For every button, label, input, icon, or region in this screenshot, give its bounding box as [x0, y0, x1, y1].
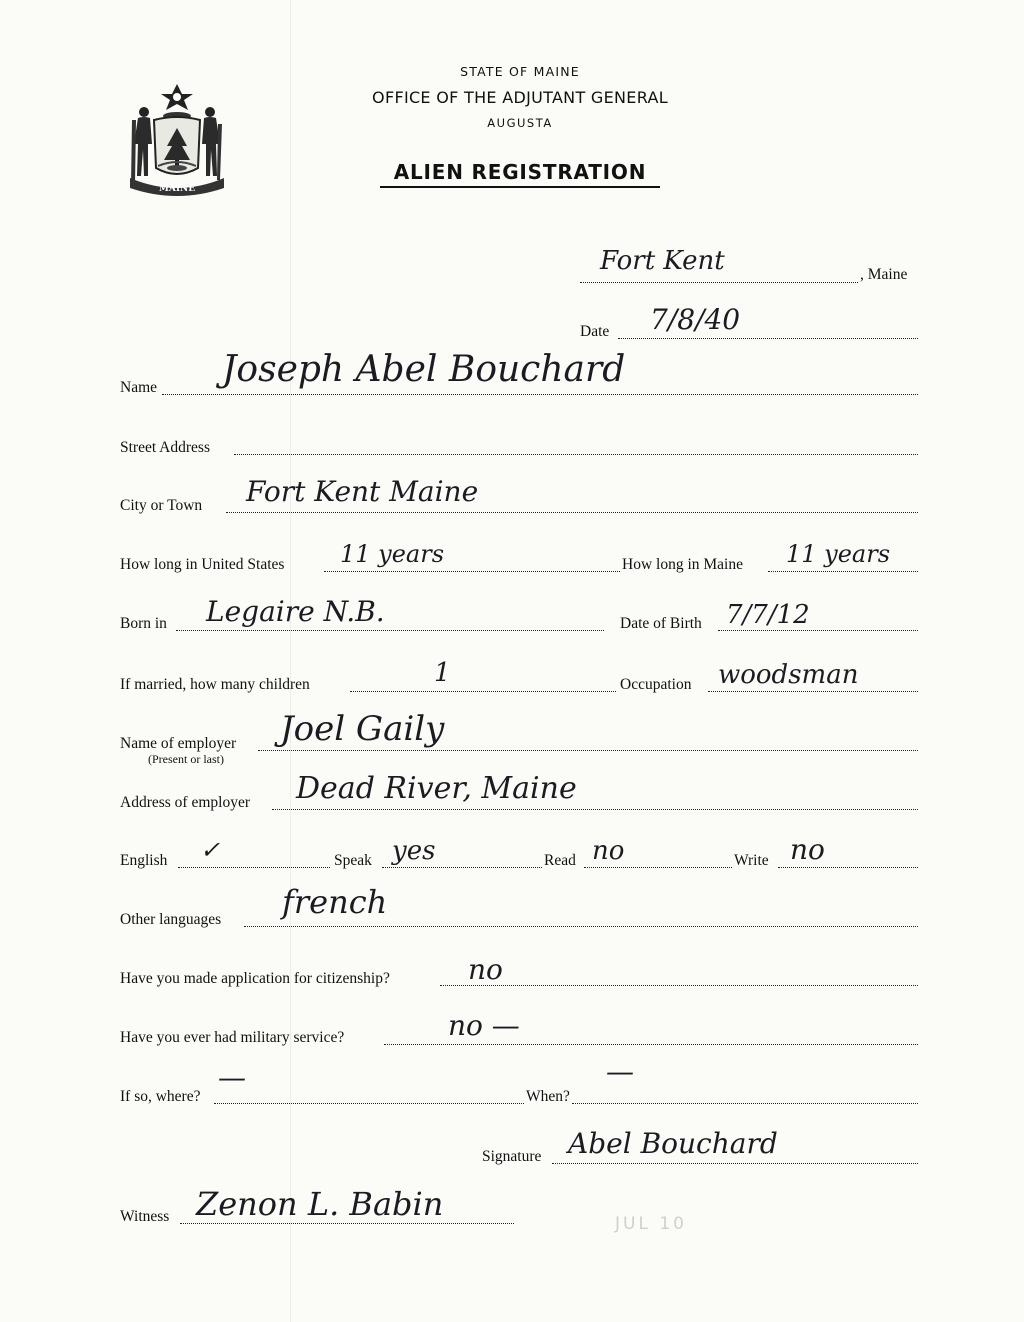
date-label: Date: [580, 323, 610, 340]
children-line: [350, 691, 616, 692]
signature-line: [552, 1163, 918, 1164]
maine-suffix: , Maine: [860, 266, 908, 283]
date-of-birth-label: Date of Birth: [620, 615, 702, 632]
name-value: Joseph Abel Bouchard: [222, 349, 626, 390]
form-title: ALIEN REGISTRATION: [380, 160, 660, 188]
military-value: no —: [448, 1009, 520, 1042]
speak-line: [382, 867, 542, 868]
employer-label: Name of employer: [120, 735, 237, 752]
witness-label: Witness: [120, 1208, 170, 1225]
city-heading: AUGUSTA: [487, 116, 553, 130]
when-line: [572, 1103, 918, 1104]
military-label: Have you ever had military service?: [120, 1029, 345, 1046]
how-long-maine-line: [768, 571, 918, 572]
signature-value: Abel Bouchard: [568, 1127, 778, 1160]
where-label: If so, where?: [120, 1088, 201, 1105]
occupation-label: Occupation: [620, 676, 692, 693]
english-label: English: [120, 852, 168, 869]
employer-address-line: [272, 809, 918, 810]
date-of-birth-value: 7/7/12: [726, 600, 810, 630]
citizenship-label: Have you made application for citizenship?: [120, 970, 390, 987]
employer-line: [258, 750, 918, 751]
children-label: If married, how many children: [120, 676, 310, 693]
date-of-birth-line: [718, 630, 918, 631]
where-value: —: [218, 1061, 246, 1094]
other-languages-label: Other languages: [120, 911, 222, 928]
write-line: [778, 867, 918, 868]
how-long-us-value: 11 years: [340, 540, 445, 568]
citizenship-value: no: [468, 953, 503, 986]
city-line: [226, 512, 918, 513]
city-value: Fort Kent Maine: [246, 475, 479, 508]
seal-motto: MAINE: [158, 184, 196, 194]
citizenship-line: [440, 985, 918, 986]
employer-address-value: Dead River, Maine: [296, 771, 577, 806]
date-line: [618, 338, 918, 339]
received-stamp: JUL 10: [615, 1214, 687, 1234]
how-long-maine-label: How long in Maine: [622, 556, 743, 573]
other-languages-line: [244, 926, 918, 927]
occupation-value: woodsman: [718, 660, 859, 690]
street-address-line: [234, 454, 918, 455]
how-long-maine-value: 11 years: [786, 540, 891, 568]
how-long-us-line: [324, 571, 620, 572]
occupation-line: [708, 691, 918, 692]
born-in-line: [176, 630, 604, 631]
read-line: [584, 867, 732, 868]
name-label: Name: [120, 379, 158, 396]
place-value: Fort Kent: [600, 246, 725, 276]
english-value: ✓: [200, 836, 221, 864]
born-in-value: Legaire N.B.: [206, 595, 385, 628]
name-line: [162, 394, 918, 395]
write-label: Write: [734, 852, 769, 869]
children-value: 1: [434, 658, 451, 688]
fold-crease: [290, 0, 291, 1322]
city-label: City or Town: [120, 497, 203, 514]
date-value: 7/8/40: [650, 303, 741, 336]
signature-label: Signature: [482, 1148, 542, 1165]
born-in-label: Born in: [120, 615, 167, 632]
where-line: [214, 1103, 524, 1104]
street-address-label: Street Address: [120, 439, 210, 456]
office-heading: OFFICE OF THE ADJUTANT GENERAL: [372, 88, 668, 107]
maine-state-seal-icon: [122, 80, 232, 200]
employer-sublabel: (Present or last): [148, 752, 224, 766]
how-long-us-label: How long in United States: [120, 556, 285, 573]
read-value: no: [592, 836, 625, 866]
write-value: no: [790, 833, 825, 866]
speak-label: Speak: [334, 852, 372, 869]
english-line: [178, 867, 330, 868]
speak-value: yes: [392, 836, 436, 866]
place-line: [580, 282, 858, 283]
other-languages-value: french: [282, 883, 388, 921]
when-label: When?: [526, 1088, 570, 1105]
witness-value: Zenon L. Babin: [196, 1185, 444, 1223]
employer-address-label: Address of employer: [120, 794, 250, 811]
military-line: [384, 1044, 918, 1045]
state-heading: STATE OF MAINE: [460, 64, 580, 79]
witness-line: [180, 1223, 514, 1224]
employer-value: Joel Gaily: [280, 709, 445, 749]
when-value: —: [606, 1055, 634, 1088]
read-label: Read: [544, 852, 576, 869]
